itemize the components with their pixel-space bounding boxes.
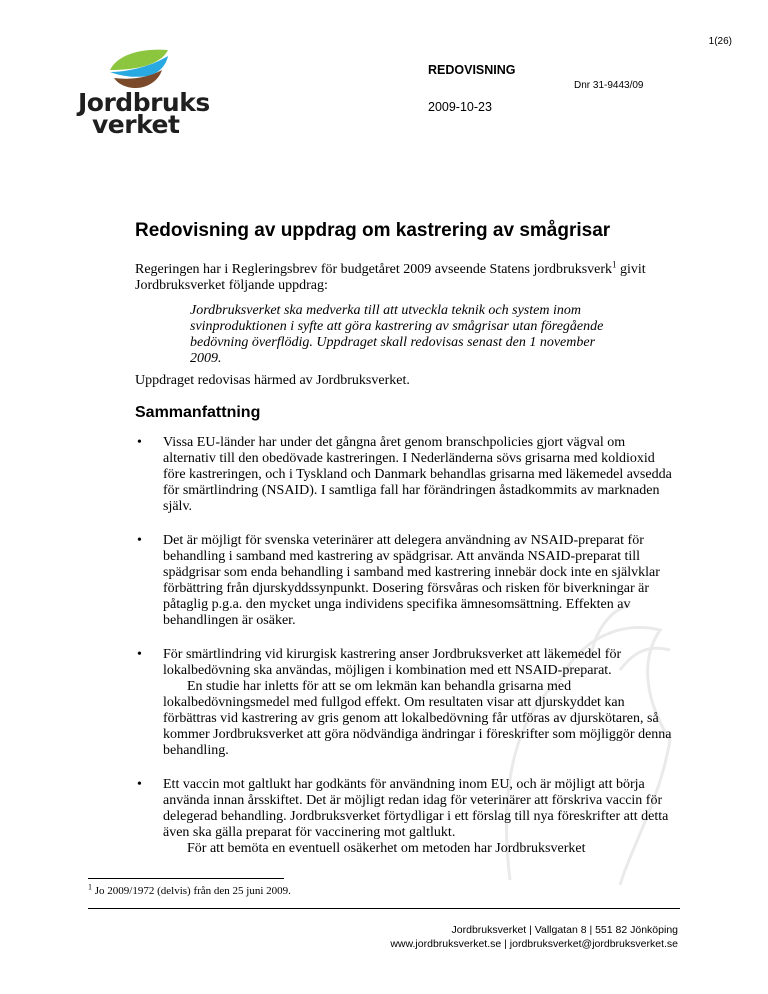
footnote-marker: 1 bbox=[88, 882, 92, 892]
intro-paragraph bbox=[135, 259, 675, 294]
jordbruksverket-logo bbox=[78, 48, 210, 139]
list-item bbox=[135, 435, 680, 515]
bullet-text: • Vissa EU-länder har under det gångna året genom branschpolicies gjort vägval om alternativ till den obedövade kastreringen. I Nederländerna sövs grisarna med koldioxid före kastreringen, och i Tyskland och Danmark behandlas grisarna med läkemedel avsedda för smärtlindring (NSAID). I samtliga fall har förändringen åstadkommits av marknaden själv. bbox=[163, 435, 672, 514]
bullet-continuation: En studie har inletts för att se om lekmän kan behandla grisarna med lokalbedövningsmedel med fullgod effekt. Om resultaten visar att djurskyddet kan förbättras vid kastrering av gris genom att lokalbedövning får utföras av djurskötaren, så kommer Jordbruksverket att göra nödvändiga ändringar i föreskrifter som möjliggör denna behandling. bbox=[163, 679, 672, 758]
closing-paragraph: Uppdraget redovisas härmed av Jordbruksverket. bbox=[135, 373, 410, 388]
summary-heading: Sammanfattning bbox=[135, 404, 261, 421]
footnote bbox=[88, 882, 291, 897]
logo-landscape-icon bbox=[108, 48, 170, 90]
footer-address: Jordbruksverket | Vallgatan 8 | 551 82 Jönköping bbox=[451, 924, 678, 936]
bullet-text: • För smärtlindring vid kirurgisk kastrering anser Jordbruksverket att läkemedel för lokalbedövning ska användas, möjligen i kombination med ett NSAID-preparat. bbox=[163, 647, 622, 678]
bullet-text: • Ett vaccin mot galtlukt har godkänts för användning inom EU, och är möjligt att börja använda innan årsskiftet. Det är möjligt redan idag för veterinärer att förskriva vaccin för delegerad behandling. Jordbruksverket förtydligar i ett förslag till nya föreskrifter att detta även ska gälla preparat för vaccinering mot galtlukt. bbox=[163, 777, 669, 840]
bullet-text: • Det är möjligt för svenska veterinärer att delegera användning av NSAID-preparat för behandling i samband med kastrering av spädgrisar. Att använda NSAID-preparat till spädgrisar som enda behandling i samband med kastrering innebär dock inte en självklar förbättring från djurskyddssynpunkt. Dosering försvåras och risken för biverkningar är påtaglig p.g.a. den mycket unga individens specifika ämnesomsättning. Effekten av behandlingen är osäker. bbox=[163, 533, 660, 628]
intro-text: Regeringen har i Regleringsbrev för budgetåret 2009 avseende Statens jordbruksverk bbox=[135, 262, 613, 277]
footer-contact[interactable]: www.jordbruksverket.se | jordbruksverket@jordbruksverket.se bbox=[390, 938, 678, 950]
assignment-quote: Jordbruksverket ska medverka till att utveckla teknik och system inom svinproduktionen i syfte att göra kastrering av smågrisar utan föregående bedövning överflödig. Uppdraget skall redovisas senast den 1 november 2009. bbox=[190, 303, 604, 366]
document-date: 2009-10-23 bbox=[428, 100, 492, 114]
watermark-animal-icon bbox=[470, 600, 680, 890]
bullet-continuation: För att bemöta en eventuell osäkerhet om metoden har Jordbruksverket bbox=[187, 841, 586, 856]
footnote-text: Jo 2009/1972 (delvis) från den 25 juni 2009. bbox=[92, 885, 291, 897]
footnote-reference[interactable]: 1 bbox=[612, 259, 617, 270]
logo-text-line2: verket bbox=[92, 110, 180, 139]
footnote-divider bbox=[88, 878, 284, 879]
document-type: REDOVISNING bbox=[428, 63, 516, 77]
footer-divider bbox=[88, 908, 680, 909]
page-title: Redovisning av uppdrag om kastrering av smågrisar bbox=[135, 220, 611, 241]
page-number: 1(26) bbox=[708, 36, 732, 47]
logo-text-line1: Jordbruks bbox=[78, 88, 210, 117]
document-number: Dnr 31-9443/09 bbox=[574, 80, 644, 91]
intro-text-end: givit Jordbruksverket följande uppdrag: bbox=[135, 262, 646, 293]
